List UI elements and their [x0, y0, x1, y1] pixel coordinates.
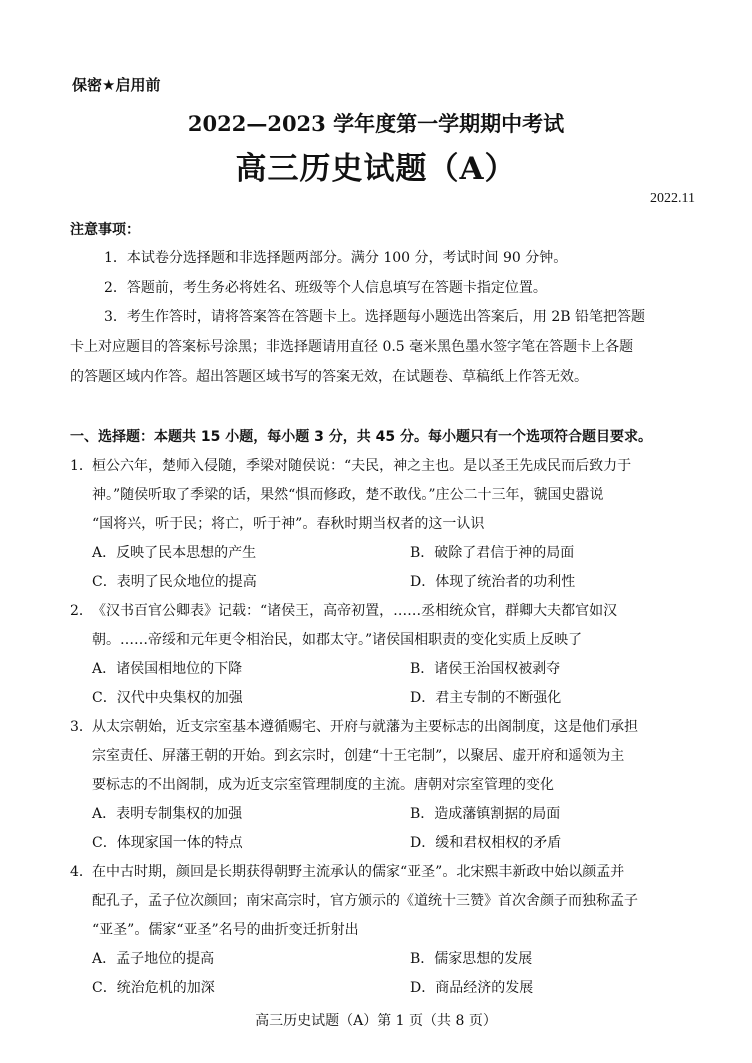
question-number: 1． [70, 458, 93, 474]
option-c: C．统治危机的加深 [92, 980, 215, 996]
option-c: C．表明了民众地位的提高 [92, 574, 257, 590]
option-a: A．反映了民本思想的产生 [92, 545, 257, 561]
option-c: C．体现家国一体的特点 [92, 835, 243, 851]
question-text: 神。”随侯听取了季梁的话，果然“惧而修政，楚不敢伐。”庄公二十三年，虢国史嚣说 [92, 487, 604, 503]
question-text: 朝。……帝绥和元年更令相治民，如郡太守。”诸侯国相职责的变化实质上反映了 [92, 632, 583, 648]
question-number: 3． [70, 719, 93, 735]
question-number: 2． [70, 603, 93, 619]
question-text: 宗室责任、屏藩王朝的开始。到玄宗时，创建“十王宅制”，以聚居、虚开府和遥领为主 [92, 748, 625, 764]
option-a: A．诸侯国相地位的下降 [92, 661, 243, 677]
exam-title: 2022—2023 学年度第一学期期中考试 [187, 111, 565, 136]
notice-line: 卡上对应题目的答案标号涂黑；非选择题请用直径 0.5 毫米黑色墨水签字笔在答题卡上各题 [70, 339, 634, 355]
option-b: B．造成藩镇割据的局面 [410, 806, 561, 822]
option-b: B．破除了君信于神的局面 [410, 545, 575, 561]
question-text: 要标志的不出阁制，成为近支宗室管理制度的主流。唐朝对宗室管理的变化 [92, 777, 554, 793]
exam-date: 2022.11 [650, 191, 695, 206]
notice-line: 1．本试卷分选择题和非选择题两部分。满分 100 分，考试时间 90 分钟。 [104, 250, 568, 266]
subject-title: 高三历史试题（A） [235, 151, 517, 187]
option-d: D．君主专制的不断强化 [410, 690, 562, 706]
option-d: D．体现了统治者的功利性 [410, 574, 576, 590]
notice-line: 3．考生作答时，请将答案答在答题卡上。选择题每小题选出答案后，用 2B 铅笔把答题 [104, 309, 646, 325]
option-d: D．缓和君权相权的矛盾 [410, 835, 562, 851]
option-d: D．商品经济的发展 [410, 980, 534, 996]
question-text: 《汉书百官公卿表》记载：“诸侯王，高帝初置，……丞相统众官，群卿大夫都官如汉 [92, 603, 618, 619]
question-text: 配孔子，孟子位次颜回；南宋高宗时，官方颁示的《道统十三赞》首次舍颜子而独称孟子 [92, 893, 638, 909]
question-text: “国将兴，听于民；将亡，听于神”。春秋时期当权者的这一认识 [92, 516, 485, 532]
notice-heading: 注意事项： [70, 222, 140, 238]
page-footer: 高三历史试题（A）第 1 页（共 8 页） [255, 1013, 497, 1029]
option-a: A．孟子地位的提高 [92, 951, 215, 967]
option-b: B．诸侯王治国权被剥夺 [410, 661, 561, 677]
section-heading: 一、选择题：本题共 15 小题，每小题 3 分，共 45 分。每小题只有一个选项符合题目要求。 [70, 429, 652, 445]
option-c: C．汉代中央集权的加强 [92, 690, 243, 706]
question-number: 4． [70, 864, 93, 880]
question-text: “亚圣”。儒家“亚圣”名号的曲折变迁折射出 [92, 922, 359, 938]
confidential-label: 保密★启用前 [72, 76, 161, 94]
option-a: A．表明专制集权的加强 [92, 806, 243, 822]
question-text: 从太宗朝始，近支宗室基本遵循赐宅、开府与就藩为主要标志的出阁制度，这是他们承担 [92, 719, 638, 735]
question-text: 在中古时期，颜回是长期获得朝野主流承认的儒家“亚圣”。北宋熙丰新政中始以颜孟并 [92, 864, 625, 880]
notice-line: 的答题区域内作答。超出答题区域书写的答案无效，在试题卷、草稿纸上作答无效。 [70, 369, 588, 385]
notice-line: 2．答题前，考生务必将姓名、班级等个人信息填写在答题卡指定位置。 [104, 280, 547, 296]
question-text: 桓公六年，楚师入侵随，季梁对随侯说：“夫民，神之主也。是以圣王先成民而后致力于 [92, 458, 632, 474]
option-b: B．儒家思想的发展 [410, 951, 533, 967]
